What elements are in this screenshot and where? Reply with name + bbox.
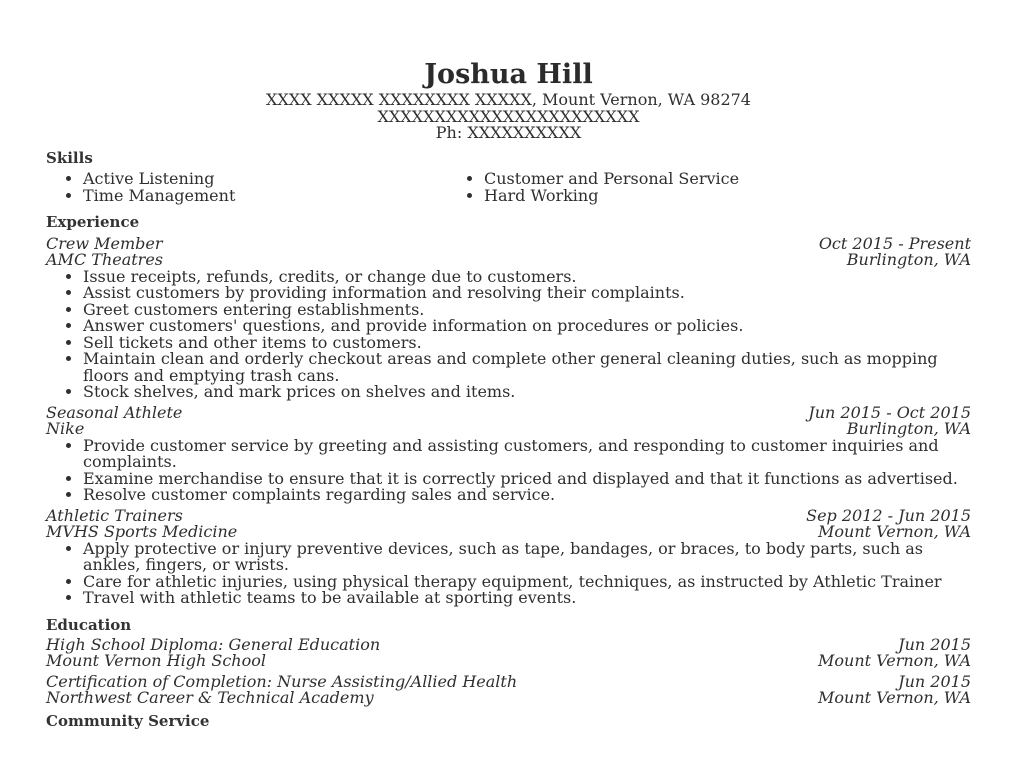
candidate-name: Joshua Hill [424, 59, 593, 90]
job-duty: • Sell tickets and other items to customers. [83, 335, 971, 352]
experience-section [46, 212, 971, 607]
degree: Certification of Completion: Nurse Assisting/Allied Health [46, 671, 518, 691]
job-title: Seasonal Athlete [46, 402, 183, 422]
job-duty: • Apply protective or injury preventive devices, such as tape, bandages, or braces, to body parts, such as ankles, fingers, or wrists. [83, 541, 971, 574]
job-company: AMC Theatres [46, 250, 164, 269]
job-duty: • Travel with athletic teams to be available at sporting events. [83, 590, 971, 607]
education-section [46, 615, 971, 707]
school-location: Mount Vernon, WA [818, 688, 971, 707]
community-heading: Community Service [46, 711, 210, 730]
school: Mount Vernon High School [46, 651, 266, 670]
resume-page [46, 58, 971, 731]
school-location: Mount Vernon, WA [818, 651, 971, 670]
resume-header [46, 58, 971, 142]
job-company: MVHS Sports Medicine [46, 522, 238, 541]
email: XXXXXXXXXXXXXXXXXXXXXXX [377, 106, 640, 126]
job-entry [46, 505, 971, 607]
job-duty: • Maintain clean and orderly checkout areas and complete other general cleaning duties, such as mopping floors and emptying trash cans. [83, 351, 971, 384]
skills-heading: Skills [46, 148, 93, 167]
job-duties [46, 435, 971, 504]
skills-right-column [446, 170, 846, 204]
school: Northwest Career & Technical Academy [46, 688, 374, 707]
skill-item: • Hard Working [484, 187, 846, 204]
job-dates: Jun 2015 - Oct 2015 [808, 402, 971, 422]
job-duties [46, 266, 971, 401]
job-dates: Sep 2012 - Jun 2015 [806, 505, 971, 525]
job-entry [46, 402, 971, 504]
phone: Ph: XXXXXXXXXX [435, 123, 582, 142]
job-duties [46, 538, 971, 607]
job-duty: • Resolve customer complaints regarding sales and service. [83, 487, 971, 504]
education-heading: Education [46, 615, 132, 634]
job-duty: • Examine merchandise to ensure that it is correctly priced and displayed and that it functions as advertised. [83, 471, 971, 488]
skill-item: • Time Management [83, 187, 446, 204]
job-entry [46, 233, 971, 401]
job-duty: • Assist customers by providing information and resolving their complaints. [83, 285, 971, 302]
skill-item: • Customer and Personal Service [484, 170, 846, 187]
job-duty: • Issue receipts, refunds, credits, or change due to customers. [83, 269, 971, 286]
job-duty: • Greet customers entering establishments. [83, 302, 971, 319]
job-company: Nike [46, 419, 85, 438]
graduation-date: Jun 2015 [898, 634, 971, 654]
job-duty: • Stock shelves, and mark prices on shelves and items. [83, 384, 971, 401]
job-duty: • Care for athletic injuries, using physical therapy equipment, techniques, as instructed by Athletic Trainer [83, 574, 971, 591]
community-section [46, 711, 971, 731]
job-location: Mount Vernon, WA [818, 522, 971, 541]
education-entry [46, 634, 971, 670]
education-entry [46, 671, 971, 707]
address: XXXX XXXXX XXXXXXXX XXXXX, Mount Vernon, WA 98274 [266, 90, 751, 109]
job-duty: • Answer customers' questions, and provide information on procedures or policies. [83, 318, 971, 335]
job-location: Burlington, WA [846, 419, 971, 438]
graduation-date: Jun 2015 [898, 671, 971, 691]
job-title: Crew Member [46, 233, 163, 253]
job-location: Burlington, WA [846, 250, 971, 269]
degree: High School Diploma: General Education [46, 634, 381, 654]
job-dates: Oct 2015 - Present [818, 233, 971, 253]
job-title: Athletic Trainers [46, 505, 183, 525]
skill-item: • Active Listening [83, 170, 446, 187]
skills-section [46, 148, 971, 204]
skills-left-column [46, 170, 446, 204]
job-duty: • Provide customer service by greeting and assisting customers, and responding to customer inquiries and complaints. [83, 438, 971, 471]
experience-heading: Experience [46, 212, 140, 231]
skills-list [46, 168, 971, 204]
